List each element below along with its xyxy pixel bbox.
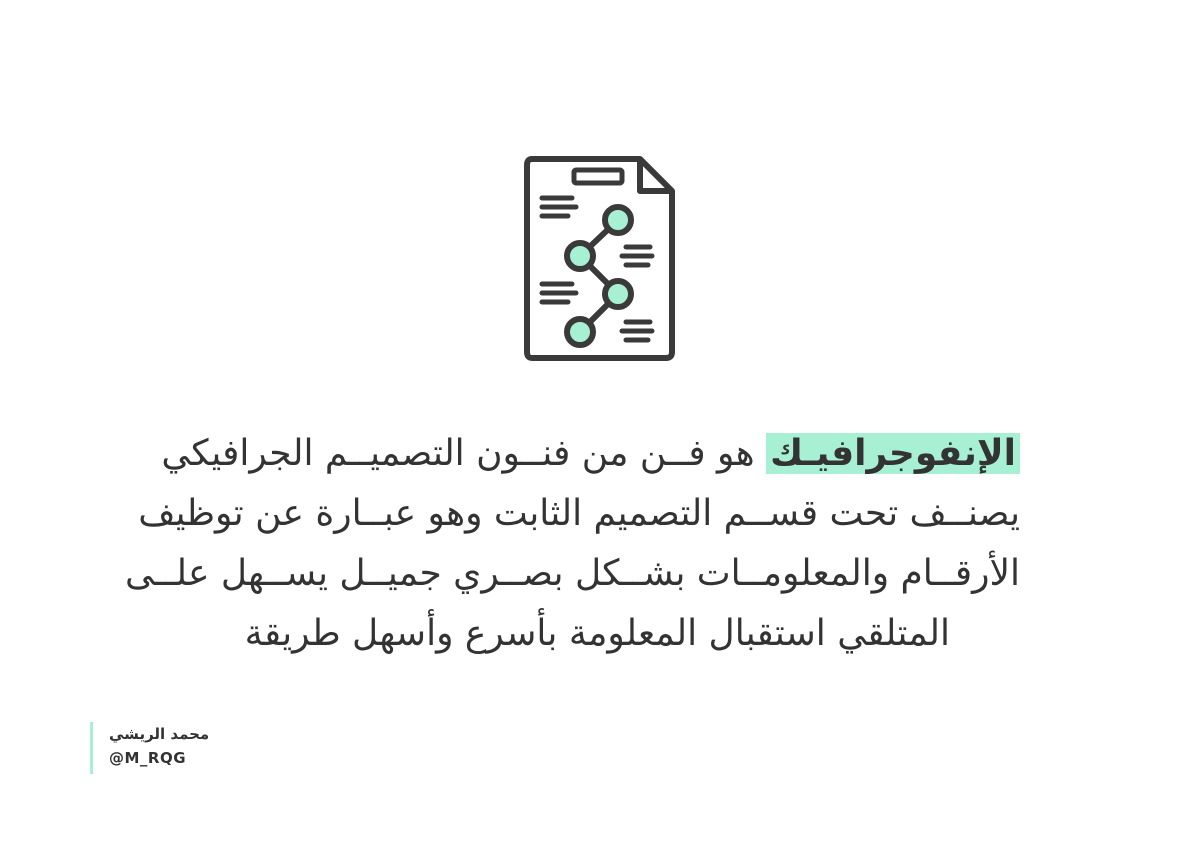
author-handle: @M_RQG (109, 749, 187, 767)
infographic-document-icon (522, 154, 678, 364)
paragraph-line-1-text: هو فــن من فنــون التصميــم الجرافيكي (161, 433, 767, 474)
paragraph-line-2: يصنــف تحت قســم التصميم الثابت وهو عبــارة عن توظيف (138, 493, 1020, 534)
author-signature (90, 722, 309, 774)
paragraph-line-3: الأرقــام والمعلومــات بشــكل بصــري جميــل يســهل علــى (124, 553, 1020, 594)
author-name: محمد الريشي (109, 725, 210, 743)
paragraph-line-1 (161, 424, 1020, 484)
paragraph-line-4: المتلقي استقبال المعلومة بأسرع وأسهل طريقة (244, 613, 950, 654)
definition-paragraph (124, 424, 1020, 664)
highlighted-term: الإنفوجرافيـك (766, 433, 1020, 474)
